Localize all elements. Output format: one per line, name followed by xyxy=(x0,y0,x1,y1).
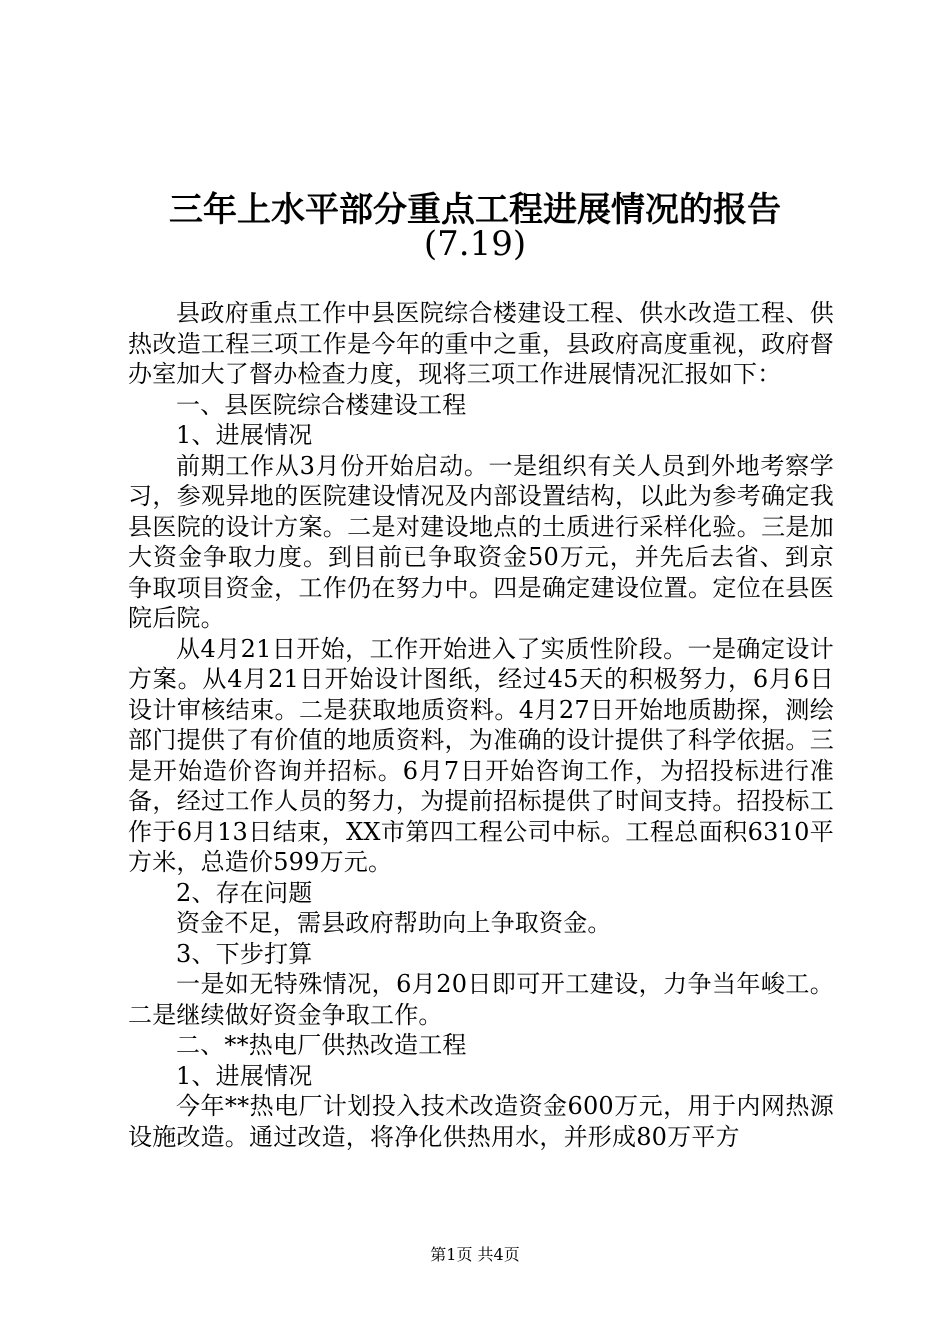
paragraph: 一是如无特殊情况，6月20日即可开工建设，力争当年峻工。二是继续做好资金争取工作。 xyxy=(128,970,834,1029)
subheading-progress: 1、进展情况 xyxy=(176,421,313,449)
document-body xyxy=(128,298,834,1152)
page-footer: 第1页 共4页 xyxy=(430,1245,520,1264)
paragraph: 前期工作从3月份开始启动。一是组织有关人员到外地考察学习，参观异地的医院建设情况及内部设置结构，以此为参考确定我县医院的设计方案。二是对建设地点的土质进行采样化验。三是加大资金争取力度。到目前已争取资金50万元，并先后去省、到京争取项目资金，工作仍在努力中。四是确定建设位置。定位在县医院后院。 xyxy=(128,451,834,632)
subheading-problems: 2、存在问题 xyxy=(176,878,313,907)
paragraph: 资金不足，需县政府帮助向上争取资金。 xyxy=(176,909,612,937)
paragraph: 今年**热电厂计划投入技术改造资金600万元，用于内网热源设施改造。通过改造，将净化供热用水，并形成80万平方 xyxy=(128,1092,834,1151)
paragraph: 从4月21日开始，工作开始进入了实质性阶段。一是确定设计方案。从4月21日开始设计图纸，经过45天的积极努力，6月6日设计审核结束。二是获取地质资料。4月27日开始地质勘探，测绘部门提供了有价值的地质资料，为准确的设计提供了科学依据。三是开始造价咨询并招标。6月7日开始咨询工作，为招投标进行准备，经过工作人员的努力，为提前招标提供了时间支持。招投标工作于6月13日结束，XX市第四工程公司中标。工程总面积6310平方米，总造价599万元。 xyxy=(128,634,834,876)
section-heading-heating: 二、**热电厂供热改造工程 xyxy=(176,1031,467,1059)
document-title-date: (7.19) xyxy=(423,224,527,264)
subheading-progress: 1、进展情况 xyxy=(176,1061,313,1090)
document-title: 三年上水平部分重点工程进展情况的报告 xyxy=(169,190,781,230)
section-heading-hospital: 一、县医院综合楼建设工程 xyxy=(176,390,467,419)
intro-paragraph: 县政府重点工作中县医院综合楼建设工程、供水改造工程、供热改造工程三项工作是今年的重中之重，县政府高度重视，政府督办室加大了督办检查力度，现将三项工作进展情况汇报如下： xyxy=(128,299,834,388)
subheading-next-steps: 3、下步打算 xyxy=(176,939,313,968)
